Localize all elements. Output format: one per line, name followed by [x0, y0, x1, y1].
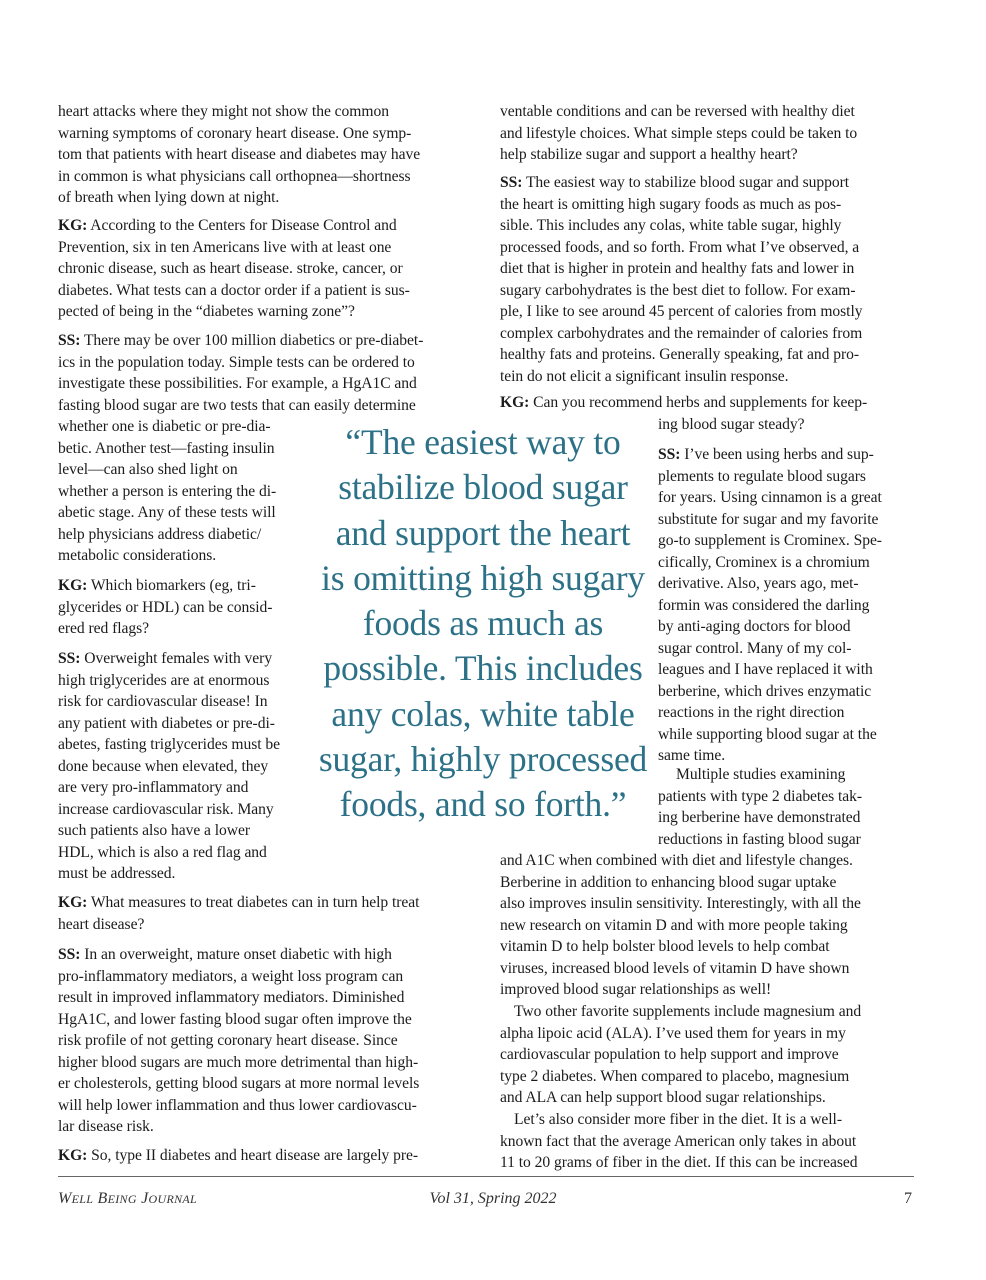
- line: improved blood sugar relationships as well!: [500, 981, 772, 998]
- pull-quote-line: stabilize blood sugar: [338, 467, 628, 508]
- line: cifically, Crominex is a chromium: [658, 553, 870, 571]
- line: abetes, fasting triglycerides must be: [58, 736, 281, 753]
- line: investigate these possibilities. For example, a HgA1C and: [58, 375, 417, 392]
- line: whether a person is entering the di-: [58, 482, 277, 500]
- line: vitamin D to help bolster blood levels to help combat: [500, 938, 830, 955]
- line: also improves insulin sensitivity. Interestingly, with all the: [500, 895, 861, 912]
- line-text: So, type II diabetes and heart disease are largely pre-: [87, 1147, 419, 1164]
- line: must be addressed.: [58, 865, 176, 882]
- line: ple, I like to see around 45 percent of calories from mostly: [500, 303, 863, 320]
- line: diabetes. What tests can a doctor order if a patient is sus-: [58, 281, 410, 299]
- line: HgA1C, and lower fasting blood sugar often improve the: [58, 1010, 412, 1028]
- line: are very pro-inflammatory and: [58, 779, 249, 796]
- pull-quote-line: sugar, highly processed: [318, 739, 648, 780]
- line: patients with type 2 diabetes tak-: [658, 787, 862, 805]
- ss-answer-treatment: [58, 944, 419, 1138]
- line: substitute for sugar and my favorite: [658, 510, 879, 528]
- line: complex carbohydrates and the remainder of calories from: [500, 324, 863, 342]
- line: ing berberine have demonstrated: [658, 809, 861, 826]
- line: tein do not elicit a significant insulin response.: [500, 367, 789, 385]
- line-text: According to the Centers for Disease Control and: [87, 217, 397, 234]
- speaker-label: SS:: [58, 946, 81, 963]
- line: warning symptoms of coronary heart disease. One symp-: [58, 124, 412, 142]
- line: done because when elevated, they: [58, 757, 269, 775]
- line: lar disease risk.: [58, 1118, 154, 1135]
- line: Berberine in addition to enhancing blood sugar uptake: [500, 873, 837, 891]
- line: derivative. Also, years ago, met-: [658, 575, 859, 592]
- line: increase cardiovascular risk. Many: [58, 800, 274, 818]
- paragraph-magnesium: [500, 1001, 861, 1109]
- line: plements to regulate blood sugars: [658, 467, 866, 485]
- line: sugar control. Many of my col-: [658, 639, 852, 657]
- line: for years. Using cinnamon is a great: [658, 489, 882, 506]
- line: will help lower inflammation and thus lower cardiovascu-: [58, 1096, 417, 1114]
- pull-quote-line: is omitting high sugary: [321, 557, 645, 598]
- line: pected of being in the “diabetes warning zone”?: [58, 303, 355, 320]
- speaker-label: SS:: [658, 446, 681, 463]
- line: leagues and I have replaced it with: [658, 661, 873, 678]
- line: processed foods, and so forth. From what I’ve observed, a: [500, 238, 860, 256]
- kg-question-treatment: [58, 892, 419, 935]
- line: abetic stage. Any of these tests will: [58, 504, 276, 521]
- line-text: The easiest way to stabilize blood sugar and support: [522, 174, 850, 191]
- pull-quote-line: possible. This includes: [323, 648, 643, 689]
- line: glycerides or HDL) can be consid-: [58, 598, 273, 616]
- line: sugary carbohydrates is the best diet to follow. For exam-: [500, 281, 856, 299]
- line: heart attacks where they might not show the common: [58, 103, 389, 120]
- paragraph-fiber: [500, 1109, 858, 1174]
- line-text: In an overweight, mature onset diabetic with high: [80, 946, 392, 963]
- line: risk profile of not getting coronary heart disease. Since: [58, 1032, 398, 1049]
- line: fasting blood sugar are two tests that can easily determine: [58, 396, 416, 414]
- line: Can you recommend herbs and supplements for keep-: [529, 394, 868, 411]
- pull-quote-line: foods as much as: [362, 603, 604, 644]
- line: tom that patients with heart disease and diabetes may have: [58, 146, 421, 163]
- line: [58, 892, 419, 914]
- ss-answer-stabilize: [500, 172, 862, 387]
- pull-quote: [312, 420, 654, 828]
- line: alpha lipoic acid (ALA). I’ve used them for years in my: [500, 1024, 846, 1042]
- speaker-label: KG:: [58, 894, 88, 911]
- line: same time.: [658, 747, 726, 764]
- line: Let’s also consider more fiber in the diet. It is a well-: [514, 1111, 842, 1128]
- line: chronic disease, such as heart disease. stroke, cancer, or: [58, 260, 403, 277]
- line: pro-inflammatory mediators, a weight loss program can: [58, 967, 404, 985]
- line: reactions in the right direction: [658, 704, 845, 721]
- line: higher blood sugars are much more detrimental than high-: [58, 1053, 419, 1071]
- line: by anti-aging doctors for blood: [658, 618, 851, 635]
- line: cardiovascular population to help support and improve: [500, 1046, 839, 1063]
- line: such patients also have a lower: [58, 822, 251, 839]
- footer-rule: [58, 1176, 914, 1177]
- line: any patient with diabetes or pre-di-: [58, 714, 275, 732]
- line: Prevention, six in ten Americans live with at least one: [58, 238, 392, 256]
- footer-page-number: 7: [904, 1190, 912, 1207]
- line: level—can also shed light on: [58, 461, 238, 478]
- pull-quote-line: and support the heart: [335, 512, 631, 553]
- line: ered red flags?: [58, 620, 150, 637]
- line-text: There may be over 100 million diabetics or pre-diabet-: [80, 332, 424, 349]
- line: [58, 330, 423, 352]
- pull-quote-line: any colas, white table: [331, 693, 635, 734]
- line: ventable conditions and can be reversed with healthy diet: [500, 103, 855, 120]
- line: [658, 444, 882, 466]
- line: healthy fats and proteins. Generally speaking, fat and pro-: [500, 346, 860, 363]
- speaker-label: KG:: [58, 577, 88, 594]
- line: formin was considered the darling: [658, 596, 870, 614]
- line: go-to supplement is Crominex. Spe-: [658, 532, 882, 549]
- kg-question-biomarkers: [58, 575, 272, 640]
- line: whether one is diabetic or pre-dia-: [58, 418, 271, 435]
- line: [58, 648, 280, 670]
- line-text: Which biomarkers (eg, tri-: [87, 577, 256, 594]
- line: the heart is omitting high sugary foods as much as pos-: [500, 195, 842, 213]
- right-column-intro: [500, 101, 857, 166]
- kg-question-preventable: [58, 1145, 418, 1167]
- line: [58, 1145, 418, 1167]
- ss-answer-biomarkers: [58, 648, 280, 885]
- line: ics in the population today. Simple tests can be ordered to: [58, 353, 415, 371]
- speaker-label: SS:: [500, 174, 523, 191]
- speaker-label: SS:: [58, 332, 81, 349]
- line: Two other favorite supplements include magnesium and: [514, 1003, 862, 1020]
- line: [58, 215, 410, 237]
- line: Multiple studies examining: [676, 766, 846, 783]
- line: help stabilize sugar and support a healthy heart?: [500, 146, 798, 163]
- line: and lifestyle choices. What simple steps could be taken to: [500, 124, 858, 142]
- line-text: Overweight females with very: [80, 650, 273, 667]
- line: reductions in fasting blood sugar: [658, 830, 861, 848]
- paragraph-berberine-narrow: [658, 764, 862, 850]
- speaker-label: KG:: [500, 394, 530, 411]
- line: [58, 575, 272, 597]
- line: [500, 172, 862, 194]
- line: [58, 944, 419, 966]
- line: of breath when lying down at night.: [58, 189, 280, 206]
- line: and ALA can help support blood sugar relationships.: [500, 1089, 826, 1106]
- line: result in improved inflammatory mediators. Diminished: [58, 989, 405, 1006]
- pull-quote-line: foods, and so forth.”: [339, 784, 627, 825]
- left-column-intro: [58, 101, 420, 209]
- line: known fact that the average American only takes in about: [500, 1132, 857, 1150]
- pull-quote-line: “The easiest way to: [345, 422, 621, 462]
- line: help physicians address diabetic/: [58, 525, 262, 543]
- line-text: What measures to treat diabetes can in turn help treat: [87, 894, 420, 911]
- line: berberine, which drives enzymatic: [658, 682, 872, 700]
- line: high triglycerides are at enormous: [58, 671, 270, 689]
- footer-issue: Vol 31, Spring 2022: [429, 1190, 557, 1207]
- speaker-label: SS:: [58, 650, 81, 667]
- line: metabolic considerations.: [58, 547, 217, 564]
- line: er cholesterols, getting blood sugars at more normal levels: [58, 1075, 420, 1092]
- line: risk for cardiovascular disease! In: [58, 693, 268, 710]
- line: HDL, which is also a red flag and: [58, 843, 267, 861]
- line: sible. This includes any colas, white table sugar, highly: [500, 217, 842, 234]
- ss-answer-herbs: [658, 444, 882, 767]
- paragraph-berberine-wide: [500, 850, 861, 1001]
- line: diet that is higher in protein and healthy fats and lower in: [500, 260, 855, 277]
- journal-name: WELL BEING JOURNAL: [58, 1190, 198, 1207]
- line: type 2 diabetes. When compared to placebo, magnesium: [500, 1067, 850, 1085]
- line: ing blood sugar steady?: [658, 415, 805, 433]
- line: while supporting blood sugar at the: [658, 725, 877, 743]
- line-text: I’ve been using herbs and sup-: [680, 446, 874, 463]
- line: 11 to 20 grams of fiber in the diet. If this can be increased: [500, 1154, 858, 1171]
- line: viruses, increased blood levels of vitamin D have shown: [500, 959, 850, 977]
- line: heart disease?: [58, 915, 145, 933]
- speaker-label: KG:: [58, 217, 88, 234]
- line: betic. Another test—fasting insulin: [58, 439, 275, 457]
- speaker-label: KG:: [58, 1147, 88, 1164]
- line: and A1C when combined with diet and lifestyle changes.: [500, 852, 853, 869]
- line: in common is what physicians call orthopnea—shortness: [58, 167, 411, 185]
- line: new research on vitamin D and with more people taking: [500, 916, 848, 934]
- kg-question-tests: [58, 215, 410, 323]
